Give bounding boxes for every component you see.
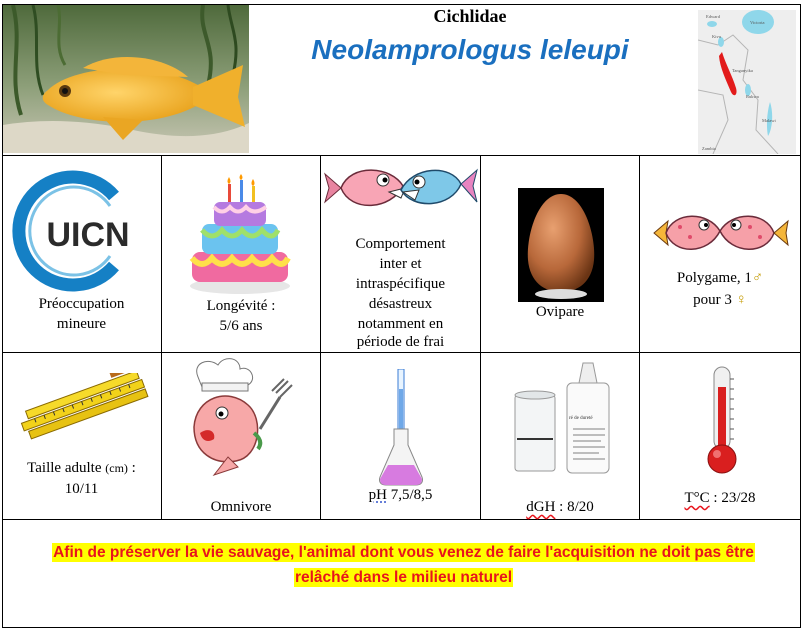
status-label-line2: mineure xyxy=(56,316,107,332)
reproduction-cell xyxy=(481,156,639,352)
release-warning xyxy=(10,540,797,590)
species-name: Neolamprologus leleupi xyxy=(311,34,629,65)
behavior-line-5: notamment en xyxy=(357,316,444,332)
dgh-cell xyxy=(481,353,639,519)
mating-ratio-text-2: pour 3 xyxy=(693,292,732,308)
map-label-zambia: Zambia xyxy=(702,146,716,151)
behavior-line-1: Comportement xyxy=(355,236,446,252)
temperature-key: T°C xyxy=(684,490,710,506)
size-label xyxy=(2,458,161,478)
mating-cell xyxy=(640,156,800,352)
map-label-malawi: Malawi xyxy=(762,118,776,123)
size-cell xyxy=(2,353,161,519)
ph-value: 7,5/8,5 xyxy=(390,487,433,503)
mating-line2 xyxy=(640,290,800,310)
temperature-cell xyxy=(640,353,800,519)
size-unit: (cm) xyxy=(105,461,128,475)
distribution-map xyxy=(698,10,796,154)
dgh-label xyxy=(481,497,639,517)
egg-icon xyxy=(518,188,604,302)
folding-ruler-icon xyxy=(14,373,154,443)
conservation-status-cell xyxy=(2,156,161,352)
fighting-fish-icon xyxy=(321,158,480,222)
thermometer-icon xyxy=(702,365,742,475)
behavior-cell xyxy=(321,156,480,352)
warning-line-2: relâché dans le milieu naturel xyxy=(294,569,513,586)
ph-label xyxy=(321,485,480,505)
dgh-value: : 8/20 xyxy=(559,499,594,515)
lifespan-label-line1: Longévité : xyxy=(206,298,276,314)
family-name: Cichlidae xyxy=(433,6,507,26)
reproduction-label: Ovipare xyxy=(535,304,585,320)
lifespan-value: 5/6 ans xyxy=(219,318,263,334)
kissing-fish-icon xyxy=(650,201,790,265)
map-label-kivu: Kivu xyxy=(712,34,721,39)
flask-icon xyxy=(376,369,426,487)
mating-ratio-text: Polygame, 1 xyxy=(676,270,752,286)
temperature-label xyxy=(640,488,800,508)
water-test-kit-icon xyxy=(513,359,613,475)
chef-fish-icon xyxy=(188,357,298,477)
map-label-tanganyika: Tanganyika xyxy=(732,68,753,73)
temperature-value: : 23/28 xyxy=(713,490,756,506)
behavior-line-3: intraspécifique xyxy=(355,276,446,292)
mating-line1 xyxy=(640,268,800,288)
male-symbol-icon: ♂ xyxy=(751,270,764,286)
dgh-key: dGH xyxy=(526,499,556,515)
lifespan-cell xyxy=(162,156,320,352)
fish-photo xyxy=(3,5,249,153)
map-label-victoria: Victoria xyxy=(750,20,765,25)
warning-line-1: Afin de préserver la vie sauvage, l'animal dont vous venez de faire l'acquisition ne doit pas être xyxy=(53,544,754,561)
diet-cell xyxy=(162,353,320,519)
status-label-line1: Préoccupation xyxy=(38,296,125,312)
behavior-line-2: inter et xyxy=(379,256,422,272)
bottle-label-text: ré de dureté xyxy=(569,416,593,421)
diet-label: Omnivore xyxy=(210,499,272,515)
ph-key: pH xyxy=(368,487,387,503)
size-value: 10/11 xyxy=(64,481,99,497)
size-label-text: Taille adulte xyxy=(27,460,102,476)
size-colon: : xyxy=(131,460,136,476)
map-label-rukwa: Rukwa xyxy=(746,94,759,99)
female-symbol-icon: ♀ xyxy=(735,292,747,308)
uicn-logo-text: UICN xyxy=(46,216,130,254)
behavior-line-4: désastreux xyxy=(368,296,433,312)
ph-cell xyxy=(321,353,480,519)
uicn-logo xyxy=(2,166,161,296)
grid-line xyxy=(2,519,801,520)
behavior-line-6: période de frai xyxy=(356,334,445,350)
map-label-edward: Edward xyxy=(706,14,720,19)
birthday-cake-icon xyxy=(162,174,320,304)
